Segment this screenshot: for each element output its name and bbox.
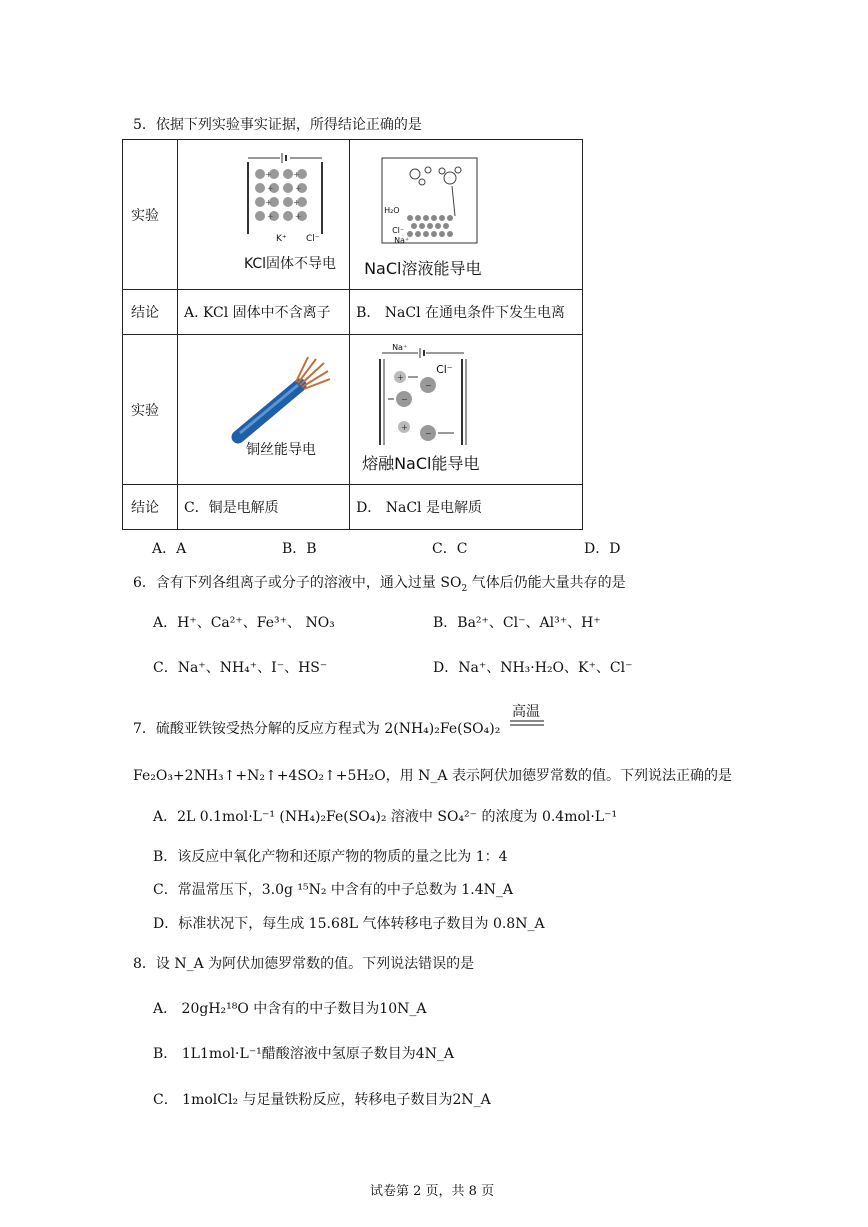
q8-option-a[interactable]: A． 20gH₂¹⁸O 中含有的中子数目为10N_A — [153, 1001, 427, 1017]
page-footer: 试卷第 2 页，共 8 页 — [370, 1184, 495, 1199]
q5-choice-c[interactable]: C．C — [432, 541, 468, 557]
q6-option-a[interactable]: A．H⁺、Ca²⁺、Fe³⁺、 NO₃ — [153, 615, 335, 631]
svg-text:−: − — [425, 381, 432, 390]
experiment-c-caption: 铜丝能导电 — [245, 442, 316, 458]
q7-option-d[interactable]: D．标准状况下，每生成 15.68L 气体转移电子数目为 0.8N_A — [153, 916, 545, 932]
svg-text:+: + — [264, 198, 272, 207]
svg-text:−: − — [401, 395, 408, 404]
q6-option-b[interactable]: B．Ba²⁺、Cl⁻、Al³⁺、H⁺ — [433, 615, 601, 631]
q7-condition: 高温 — [512, 704, 540, 720]
cl-label: Cl⁻ — [392, 226, 405, 235]
q7-stem-line2: Fe₂O₃+2NH₃↑+N₂↑+4SO₂↑+5H₂O，用 N_A 表示阿伏加德罗常数的值。下列说法正确的是 — [133, 768, 732, 784]
copper-wire-image — [228, 355, 338, 450]
q5-stem: 5．依据下列实验事实证据，所得结论正确的是 — [133, 117, 422, 133]
molten-nacl-diagram — [374, 347, 474, 447]
q6-stem — [133, 572, 626, 592]
svg-text:+: + — [294, 212, 302, 221]
svg-text:+: + — [264, 170, 272, 179]
svg-text:+: + — [292, 170, 300, 179]
experiment-d-caption: 熔融NaCl能导电 — [362, 454, 480, 473]
equilibrium-sign — [510, 719, 544, 727]
q6-option-c[interactable]: C．Na⁺、NH₄⁺、I⁻、HS⁻ — [153, 660, 328, 676]
na-ion-label: Na⁺ — [392, 343, 408, 352]
q6-option-d[interactable]: D．Na⁺、NH₃·H₂O、K⁺、Cl⁻ — [433, 660, 633, 676]
q7-option-c[interactable]: C．常温常压下，3.0g ¹⁵N₂ 中含有的中子总数为 1.4N_A — [153, 882, 513, 898]
q6-stem-post: 气体后仍能大量共存的是 — [467, 575, 626, 591]
experiment-b-caption: NaCl溶液能导电 — [364, 259, 482, 278]
svg-text:+: + — [401, 423, 408, 432]
q5-choice-d[interactable]: D．D — [584, 541, 621, 557]
experiment-a-caption: KCl固体不导电 — [243, 256, 337, 272]
q6-stem-sub: 2 — [461, 583, 468, 594]
svg-text:+: + — [397, 373, 404, 382]
experiment-c-cell — [177, 335, 349, 485]
svg-text:+: + — [292, 198, 300, 207]
conclusion-d: D． NaCl 是电解质 — [350, 485, 583, 530]
q7-stem-line1: 7．硫酸亚铁铵受热分解的反应方程式为 2(NH₄)₂Fe(SO₄)₂ — [133, 721, 501, 737]
conclusion-a: A. KCl 固体中不含离子 — [177, 290, 349, 335]
q8-option-b[interactable]: B． 1L1mol·L⁻¹醋酸溶液中氢原子数目为4N_A — [153, 1046, 455, 1062]
svg-text:+: + — [266, 212, 274, 221]
kcl-solid-diagram — [240, 152, 340, 247]
experiment-d-cell — [350, 335, 583, 485]
q7-option-b[interactable]: B．该反应中氧化产物和还原产物的物质的量之比为 1：4 — [153, 849, 508, 865]
row-label-conclusion-1: 结论 — [123, 290, 178, 335]
q8-option-c[interactable]: C． 1molCl₂ 与足量铁粉反应，转移电子数目为2N_A — [153, 1092, 491, 1108]
na-label: Na⁺ — [394, 236, 410, 245]
svg-text:+: + — [294, 184, 302, 193]
cl-ion-label: Cl⁻ — [305, 234, 320, 244]
cl-ion-label: Cl⁻ — [436, 363, 453, 376]
q7-option-a[interactable]: A．2L 0.1mol·L⁻¹ (NH₄)₂Fe(SO₄)₂ 溶液中 SO₄²⁻ 的浓度为 0.4mol·L⁻¹ — [153, 809, 618, 825]
q5-choice-a[interactable]: A．A — [152, 541, 187, 557]
experiment-b-cell — [350, 140, 583, 290]
row-label-experiment-2: 实验 — [123, 335, 178, 485]
row-label-conclusion-2: 结论 — [123, 485, 178, 530]
conclusion-c: C．铜是电解质 — [177, 485, 349, 530]
k-ion-label: K⁺ — [275, 234, 287, 244]
conclusion-b: B． NaCl 在通电条件下发生电离 — [350, 290, 583, 335]
q8-stem: 8．设 N_A 为阿伏加德罗常数的值。下列说法错误的是 — [133, 956, 475, 972]
svg-text:−: − — [425, 429, 432, 438]
experiment-a-cell — [177, 140, 349, 290]
row-label-experiment-1: 实验 — [123, 140, 178, 290]
q5-table — [122, 139, 583, 530]
svg-text:+: + — [266, 184, 274, 193]
h2o-label: H₂O — [384, 206, 400, 215]
q6-stem-pre: 6．含有下列各组离子或分子的溶液中，通入过量 SO — [133, 575, 462, 591]
q5-choice-b[interactable]: B．B — [282, 541, 317, 557]
